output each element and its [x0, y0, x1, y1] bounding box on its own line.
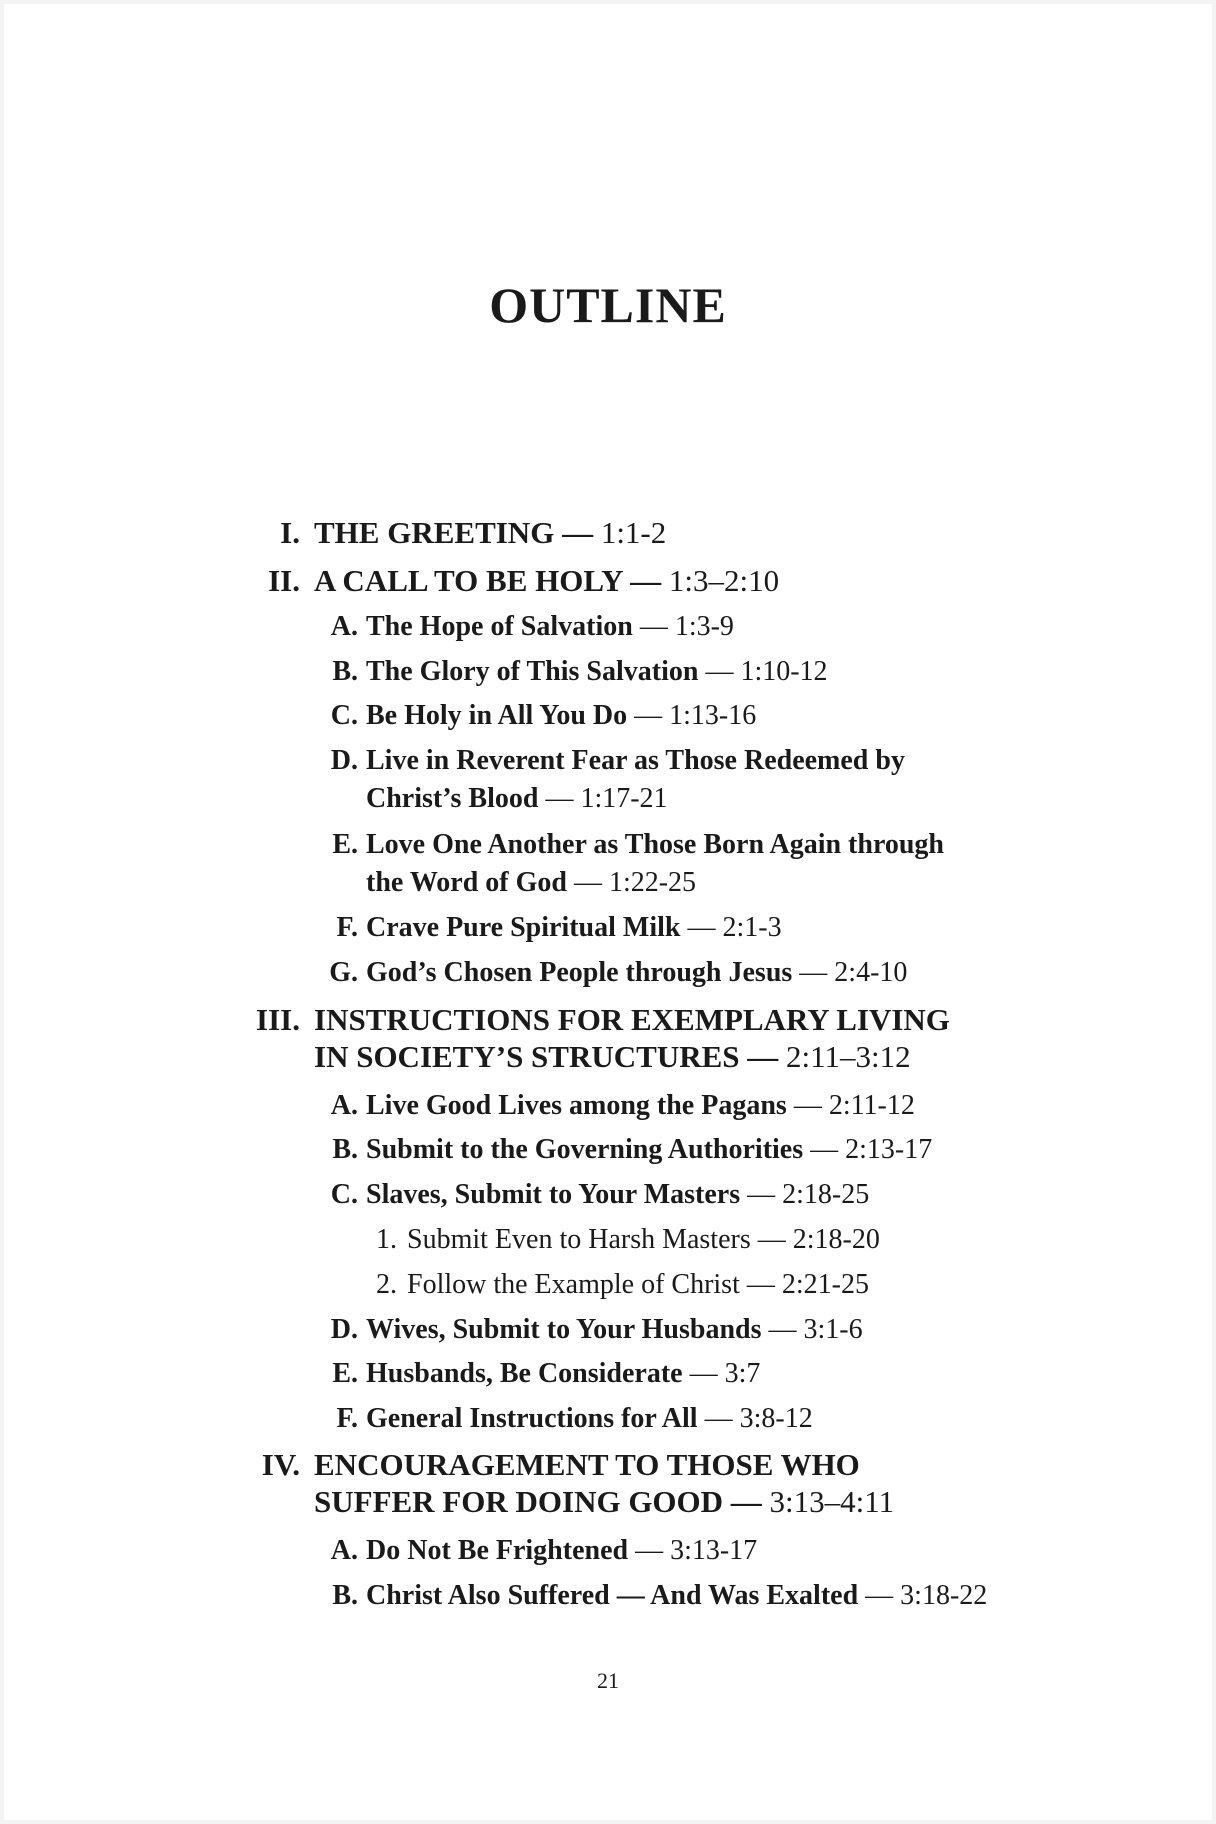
- item-reference: 2:13-17: [845, 1134, 933, 1165]
- outline-subitem: 2. Follow the Example of Christ — 2:21-25: [407, 1266, 869, 1304]
- item-number: B.: [332, 1580, 358, 1611]
- item-number: E.: [332, 1358, 358, 1389]
- outline-item: I. THE GREETING — 1:1-2: [314, 514, 666, 551]
- item-number: A.: [330, 611, 358, 642]
- item-number: II.: [268, 563, 300, 598]
- item-reference: 3:18-22: [900, 1580, 988, 1611]
- item-reference: 2:18-20: [792, 1224, 880, 1255]
- item-title: Live Good Lives among the Pagans: [366, 1090, 787, 1121]
- item-number: B.: [332, 1134, 358, 1165]
- outline-item: G. God’s Chosen People through Jesus — 2:4-10: [366, 954, 907, 992]
- item-title: Live in Reverent Fear as Those Redeemed by: [366, 745, 905, 776]
- item-title: Christ Also Suffered — And Was Exalted: [366, 1580, 859, 1611]
- item-reference: 3:7: [724, 1358, 761, 1389]
- item-title: Be Holy in All You Do: [366, 700, 628, 731]
- item-reference: 1:3–2:10: [668, 563, 780, 598]
- outline-item: A. Do Not Be Frightened — 3:13-17: [366, 1532, 757, 1570]
- outline-list: [4, 4, 1212, 1820]
- outline-item: E. Love One Another as Those Born Again through the Word of God — 1:22-25: [366, 826, 944, 902]
- item-title-continued: IN SOCIETY’S STRUCTURES: [314, 1039, 740, 1074]
- item-number: A.: [330, 1090, 358, 1121]
- page-number: 21: [597, 1668, 619, 1693]
- item-title: Husbands, Be Considerate: [366, 1358, 683, 1389]
- outline-item: D. Live in Reverent Fear as Those Redeemed by Christ’s Blood — 1:17-21: [366, 742, 905, 818]
- outline-item: B. Christ Also Suffered — And Was Exalted — 3:18-22: [366, 1577, 987, 1615]
- item-title-continued: SUFFER FOR DOING GOOD: [314, 1484, 724, 1519]
- outline-subitem: 1. Submit Even to Harsh Masters — 2:18-20: [407, 1221, 880, 1259]
- item-title: Submit Even to Harsh Masters: [407, 1224, 751, 1255]
- item-title: The Glory of This Salvation: [366, 656, 699, 687]
- outline-item: A. The Hope of Salvation — 1:3-9: [366, 608, 734, 646]
- item-title: Follow the Example of Christ: [407, 1269, 740, 1300]
- item-reference: 1:13-16: [669, 700, 757, 731]
- item-number: D.: [330, 745, 358, 776]
- item-number: F.: [336, 912, 358, 943]
- outline-item: II. A CALL TO BE HOLY — 1:3–2:10: [314, 562, 779, 599]
- item-reference: 1:17-21: [580, 783, 668, 814]
- item-reference: 2:4-10: [834, 957, 908, 988]
- outline-item: III. INSTRUCTIONS FOR EXEMPLARY LIVING IN SOCIETY’S STRUCTURES — 2:11–3:12: [314, 1001, 950, 1075]
- item-number: B.: [332, 656, 358, 687]
- item-reference: 3:8-12: [739, 1403, 813, 1434]
- item-title: ENCOURAGEMENT TO THOSE WHO: [314, 1447, 860, 1482]
- item-title: INSTRUCTIONS FOR EXEMPLARY LIVING: [314, 1002, 950, 1037]
- item-reference: 2:11-12: [828, 1090, 915, 1121]
- item-title: General Instructions for All: [366, 1403, 698, 1434]
- outline-item: F. General Instructions for All — 3:8-12: [366, 1400, 813, 1438]
- item-reference: 1:10-12: [740, 656, 828, 687]
- outline-item: C. Be Holy in All You Do — 1:13-16: [366, 697, 756, 735]
- item-number: C.: [330, 700, 358, 731]
- item-reference: 3:13–4:11: [769, 1484, 895, 1519]
- item-reference: 2:1-3: [722, 912, 782, 943]
- outline-item: A. Live Good Lives among the Pagans — 2:11-12: [366, 1087, 915, 1125]
- item-title: Love One Another as Those Born Again through: [366, 829, 945, 860]
- item-reference: 2:21-25: [781, 1269, 869, 1300]
- item-reference: 2:11–3:12: [786, 1039, 911, 1074]
- item-number: III.: [256, 1002, 300, 1037]
- item-reference: 3:1-6: [803, 1314, 863, 1345]
- item-reference: 1:1-2: [600, 515, 667, 550]
- item-title: Submit to the Governing Authorities: [366, 1134, 804, 1165]
- item-title: Slaves, Submit to Your Masters: [366, 1179, 741, 1210]
- item-title-continued: Christ’s Blood: [366, 783, 539, 814]
- item-title: Wives, Submit to Your Husbands: [366, 1314, 762, 1345]
- item-number: A.: [330, 1535, 358, 1566]
- item-number: 1.: [376, 1224, 397, 1255]
- item-number: E.: [332, 829, 358, 860]
- item-title: Do Not Be Frightened: [366, 1535, 629, 1566]
- outline-item: E. Husbands, Be Considerate — 3:7: [366, 1355, 760, 1393]
- item-title: Crave Pure Spiritual Milk: [366, 912, 681, 943]
- document-page: [4, 4, 1212, 1820]
- page-title: OUTLINE: [489, 277, 727, 333]
- item-title: The Hope of Salvation: [366, 611, 633, 642]
- outline-item: IV. ENCOURAGEMENT TO THOSE WHO SUFFER FOR DOING GOOD — 3:13–4:11: [314, 1446, 894, 1520]
- item-number: G.: [329, 957, 358, 988]
- item-title: God’s Chosen People through Jesus: [366, 957, 793, 988]
- item-number: 2.: [376, 1269, 397, 1300]
- item-number: C.: [330, 1179, 358, 1210]
- item-reference: 1:3-9: [674, 611, 734, 642]
- item-reference: 1:22-25: [608, 867, 697, 898]
- item-number: F.: [336, 1403, 358, 1434]
- item-reference: 2:18-25: [782, 1179, 870, 1210]
- outline-item: B. Submit to the Governing Authorities — 2:13-17: [366, 1131, 932, 1169]
- item-title: THE GREETING: [314, 515, 555, 550]
- item-reference: 3:13-17: [670, 1535, 758, 1566]
- outline-item: B. The Glory of This Salvation — 1:10-12: [366, 653, 828, 691]
- item-number: D.: [330, 1314, 358, 1345]
- outline-item: D. Wives, Submit to Your Husbands — 3:1-6: [366, 1311, 863, 1349]
- outline-item: F. Crave Pure Spiritual Milk — 2:1-3: [366, 909, 782, 947]
- outline-item: C. Slaves, Submit to Your Masters — 2:18-25: [366, 1176, 869, 1214]
- item-number: IV.: [261, 1447, 300, 1482]
- item-title: A CALL TO BE HOLY: [314, 563, 623, 598]
- item-number: I.: [280, 515, 300, 550]
- item-title-continued: the Word of God: [366, 867, 567, 898]
